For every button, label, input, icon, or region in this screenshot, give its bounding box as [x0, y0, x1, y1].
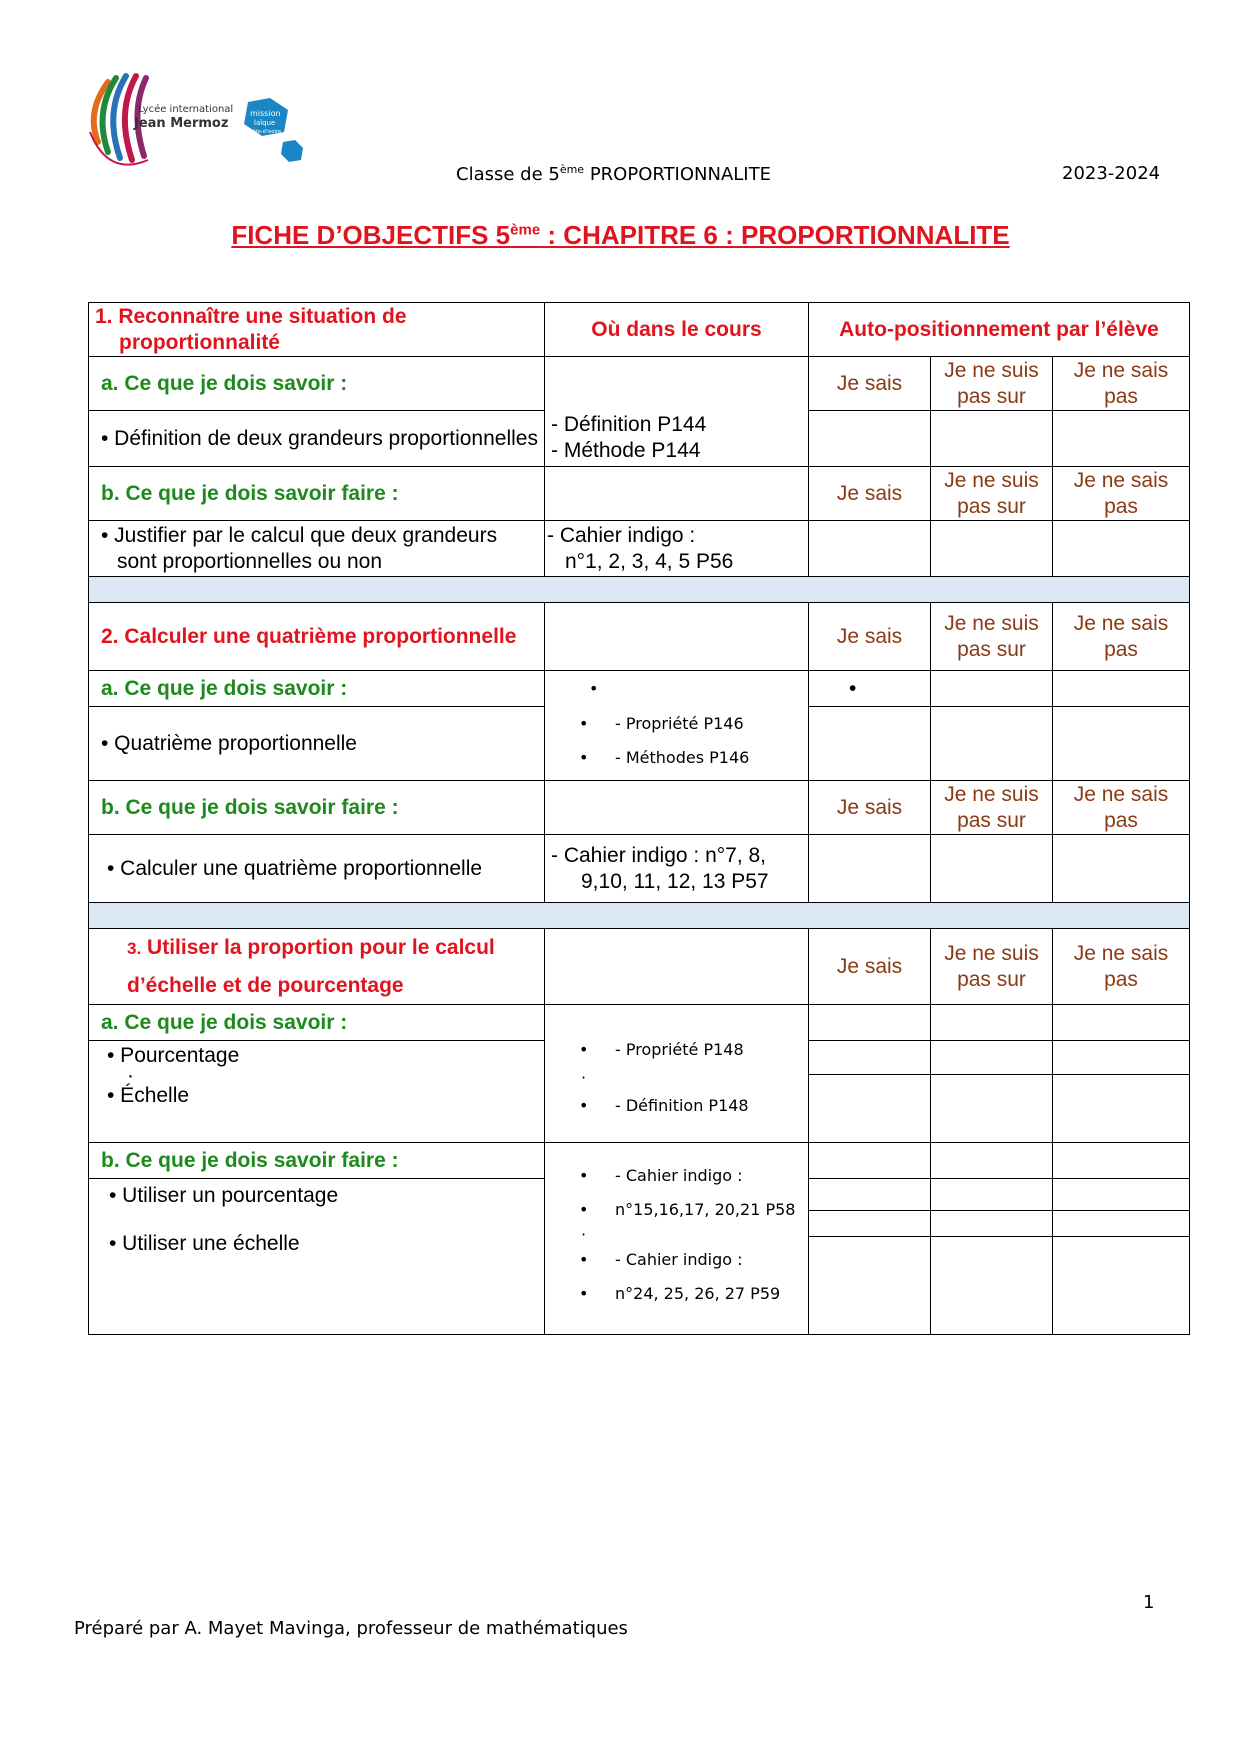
- pas-sur-header: Je ne suis pas sur: [931, 781, 1053, 835]
- je-sais-header: Je sais: [809, 781, 931, 835]
- s1-a-ref: [545, 357, 809, 467]
- school-year: 2023-2024: [1062, 163, 1161, 184]
- checkbox-cell[interactable]: [931, 411, 1053, 467]
- class-suffix: PROPORTIONNALITE: [584, 164, 771, 185]
- s2-a-heading: a. Ce que je dois savoir :: [89, 671, 545, 707]
- bullet-cell: •: [809, 671, 931, 707]
- s2-a-item: • Quatrième proportionnelle: [89, 707, 545, 781]
- table-row: [89, 521, 1190, 577]
- page-title: [0, 220, 1241, 251]
- je-sais-header: Je sais: [809, 603, 931, 671]
- s3-b-item1: • Utiliser un pourcentage: [109, 1184, 339, 1207]
- col-auto-header: Auto-positionnement par l’élève: [809, 303, 1190, 357]
- badge-line3: côte-d'ivoire: [250, 129, 282, 135]
- s1-b-ref2: n°1, 2, 3, 4, 5 P56: [565, 549, 734, 573]
- table-row: [89, 781, 1190, 835]
- bullet-line: [545, 707, 808, 741]
- section2-title: 2. Calculer une quatrième proportionnelle: [89, 603, 545, 671]
- checkbox-cell[interactable]: [1053, 1075, 1190, 1143]
- empty-cell: [545, 781, 809, 835]
- bullet-line: [545, 1159, 808, 1193]
- s2-a-ref1: - Propriété P146: [615, 714, 744, 733]
- section3-title: [89, 929, 545, 1005]
- table-row: [89, 1005, 1190, 1041]
- section1-title: [89, 303, 545, 357]
- s3-a-items: [89, 1041, 545, 1143]
- checkbox-cell[interactable]: [809, 1075, 931, 1143]
- checkbox-cell[interactable]: [809, 1179, 931, 1211]
- bullet-dot: ·: [581, 1225, 587, 1244]
- checkbox-cell[interactable]: [931, 1075, 1053, 1143]
- s1-b-ref1: - Cahier indigo :: [547, 523, 696, 547]
- pas-sur-header: Je ne suis pas sur: [931, 603, 1053, 671]
- pas-sur-header: Je ne suis pas sur: [931, 929, 1053, 1005]
- s3-b-ref: [545, 1143, 809, 1335]
- checkbox-cell[interactable]: [809, 521, 931, 577]
- checkbox-cell[interactable]: [1053, 1041, 1190, 1075]
- s3-b-ref4: n°24, 25, 26, 27 P59: [615, 1284, 781, 1303]
- checkbox-cell[interactable]: [1053, 671, 1190, 707]
- s2-b-ref1: - Cahier indigo : n°7, 8,: [551, 843, 767, 867]
- checkbox-cell[interactable]: [931, 1005, 1053, 1041]
- class-label: [456, 163, 771, 185]
- badge-line2: laïque: [254, 119, 276, 127]
- s3-b-ref2: n°15,16,17, 20,21 P58: [615, 1200, 796, 1219]
- je-sais-header: Je sais: [809, 357, 931, 411]
- checkbox-cell[interactable]: [809, 707, 931, 781]
- table-row: [89, 929, 1190, 1005]
- empty-cell: [545, 603, 809, 671]
- checkbox-cell[interactable]: [1053, 411, 1190, 467]
- pas-header: Je ne sais pas: [1053, 929, 1190, 1005]
- section3-title-text: Utiliser la proportion pour le calcul d’échelle et de pourcentage: [127, 936, 495, 997]
- s3-b-ref3: - Cahier indigo :: [615, 1250, 743, 1269]
- s2-b-heading: b. Ce que je dois savoir faire :: [89, 781, 545, 835]
- school-logo: [78, 72, 328, 182]
- separator-row: [89, 577, 1190, 603]
- checkbox-cell[interactable]: [931, 1211, 1053, 1237]
- s2-b-item: • Calculer une quatrième proportionnelle: [89, 835, 545, 903]
- separator-row: [89, 903, 1190, 929]
- table-row: [89, 603, 1190, 671]
- checkbox-cell[interactable]: [931, 1041, 1053, 1075]
- s3-a-item2: • Échelle: [107, 1084, 190, 1107]
- checkbox-cell[interactable]: [809, 1041, 931, 1075]
- checkbox-cell[interactable]: [1053, 707, 1190, 781]
- checkbox-cell[interactable]: [809, 1237, 931, 1335]
- checkbox-cell[interactable]: [809, 1005, 931, 1041]
- s2-a-ref: [545, 671, 809, 781]
- table-row: [89, 1143, 1190, 1179]
- checkbox-cell[interactable]: [931, 671, 1053, 707]
- checkbox-cell[interactable]: [1053, 835, 1190, 903]
- s2-b-ref: [545, 835, 809, 903]
- s1-b-heading: b. Ce que je dois savoir faire :: [89, 467, 545, 521]
- pas-header: Je ne sais pas: [1053, 603, 1190, 671]
- bullet-line: [545, 1033, 808, 1067]
- s1-a-heading: a. Ce que je dois savoir :: [89, 357, 545, 411]
- s1-b-item: • Justifier par le calcul que deux grandeurs sont proportionnelles ou non: [89, 521, 545, 577]
- bullet-line: [545, 741, 808, 775]
- separator: [89, 577, 1190, 603]
- table-row: [89, 357, 1190, 411]
- checkbox-cell[interactable]: [931, 1143, 1053, 1179]
- checkbox-cell[interactable]: [809, 1211, 931, 1237]
- s3-a-ref1: - Propriété P148: [615, 1039, 744, 1059]
- title-prefix: FICHE D’OBJECTIFS 5: [231, 220, 511, 250]
- section1-title-text: 1. Reconnaître une situation de proportionnalité: [95, 304, 407, 354]
- badge-line1: mission: [250, 109, 281, 118]
- s1-a-ref1: - Définition P144: [551, 412, 707, 436]
- col-where-header: Où dans le cours: [545, 303, 809, 357]
- page-number: 1: [1143, 1592, 1155, 1613]
- s3-b-ref1: - Cahier indigo :: [615, 1166, 743, 1185]
- s3-a-heading: a. Ce que je dois savoir :: [89, 1005, 545, 1041]
- checkbox-cell[interactable]: [931, 1179, 1053, 1211]
- s1-a-ref2: - Méthode P144: [551, 438, 701, 462]
- s3-b-items: [89, 1179, 545, 1335]
- section3-num: 3.: [127, 939, 142, 958]
- s1-a-item: • Définition de deux grandeurs proportionnelles: [89, 411, 545, 467]
- s3-a-ref: [545, 1005, 809, 1143]
- bullet-empty: •: [589, 679, 599, 698]
- bullet-dot: ·: [581, 1067, 587, 1087]
- s2-b-ref2: 9,10, 11, 12, 13 P57: [581, 869, 769, 893]
- checkbox-cell[interactable]: [1053, 521, 1190, 577]
- s3-a-ref2: - Définition P148: [615, 1095, 749, 1115]
- title-suffix: : CHAPITRE 6 : PROPORTIONNALITE: [540, 220, 1010, 250]
- bullet-line: [545, 1193, 808, 1227]
- s3-b-heading: b. Ce que je dois savoir faire :: [89, 1143, 545, 1179]
- checkbox-cell[interactable]: [931, 707, 1053, 781]
- checkbox-cell[interactable]: [1053, 1143, 1190, 1179]
- checkbox-cell[interactable]: [931, 1237, 1053, 1335]
- table-row: [89, 303, 1190, 357]
- footer-text: Préparé par A. Mayet Mavinga, professeur de mathématiques: [74, 1618, 628, 1639]
- logo-line1: Lycée international: [138, 104, 234, 115]
- bullet-line: [545, 1277, 808, 1311]
- bullet-line: [545, 1089, 808, 1123]
- class-sup: ème: [559, 163, 585, 176]
- bullet-line: [545, 1243, 808, 1277]
- checkbox-cell[interactable]: [931, 835, 1053, 903]
- objectives-table: [88, 302, 1190, 1335]
- empty-cell: [545, 467, 809, 521]
- table-row: [89, 467, 1190, 521]
- checkbox-cell[interactable]: [809, 411, 931, 467]
- s1-b-ref: [545, 521, 809, 577]
- checkbox-cell[interactable]: [931, 521, 1053, 577]
- s3-b-item2: • Utiliser une échelle: [109, 1232, 300, 1255]
- checkbox-cell[interactable]: [1053, 1237, 1190, 1335]
- title-sup: ème: [510, 221, 541, 239]
- checkbox-cell[interactable]: [809, 1143, 931, 1179]
- pas-sur-header: Je ne suis pas sur: [931, 467, 1053, 521]
- pas-header: Je ne sais pas: [1053, 467, 1190, 521]
- je-sais-header: Je sais: [809, 467, 931, 521]
- empty-cell: [545, 929, 809, 1005]
- checkbox-cell[interactable]: [1053, 1179, 1190, 1211]
- s3-a-item1: • Pourcentage: [107, 1044, 240, 1067]
- je-sais-header: Je sais: [809, 929, 931, 1005]
- checkbox-cell[interactable]: [1053, 1005, 1190, 1041]
- checkbox-cell[interactable]: [809, 835, 931, 903]
- pas-sur-header: Je ne suis pas sur: [931, 357, 1053, 411]
- class-prefix: Classe de 5: [456, 164, 560, 185]
- pas-header: Je ne sais pas: [1053, 781, 1190, 835]
- table-row: [89, 835, 1190, 903]
- table-row: [89, 671, 1190, 707]
- checkbox-cell[interactable]: [1053, 1211, 1190, 1237]
- dot: ·: [127, 1064, 134, 1087]
- logo-line2: Jean Mermoz: [134, 116, 229, 131]
- separator: [89, 903, 1190, 929]
- s2-a-ref2: - Méthodes P146: [615, 748, 750, 767]
- pas-header: Je ne sais pas: [1053, 357, 1190, 411]
